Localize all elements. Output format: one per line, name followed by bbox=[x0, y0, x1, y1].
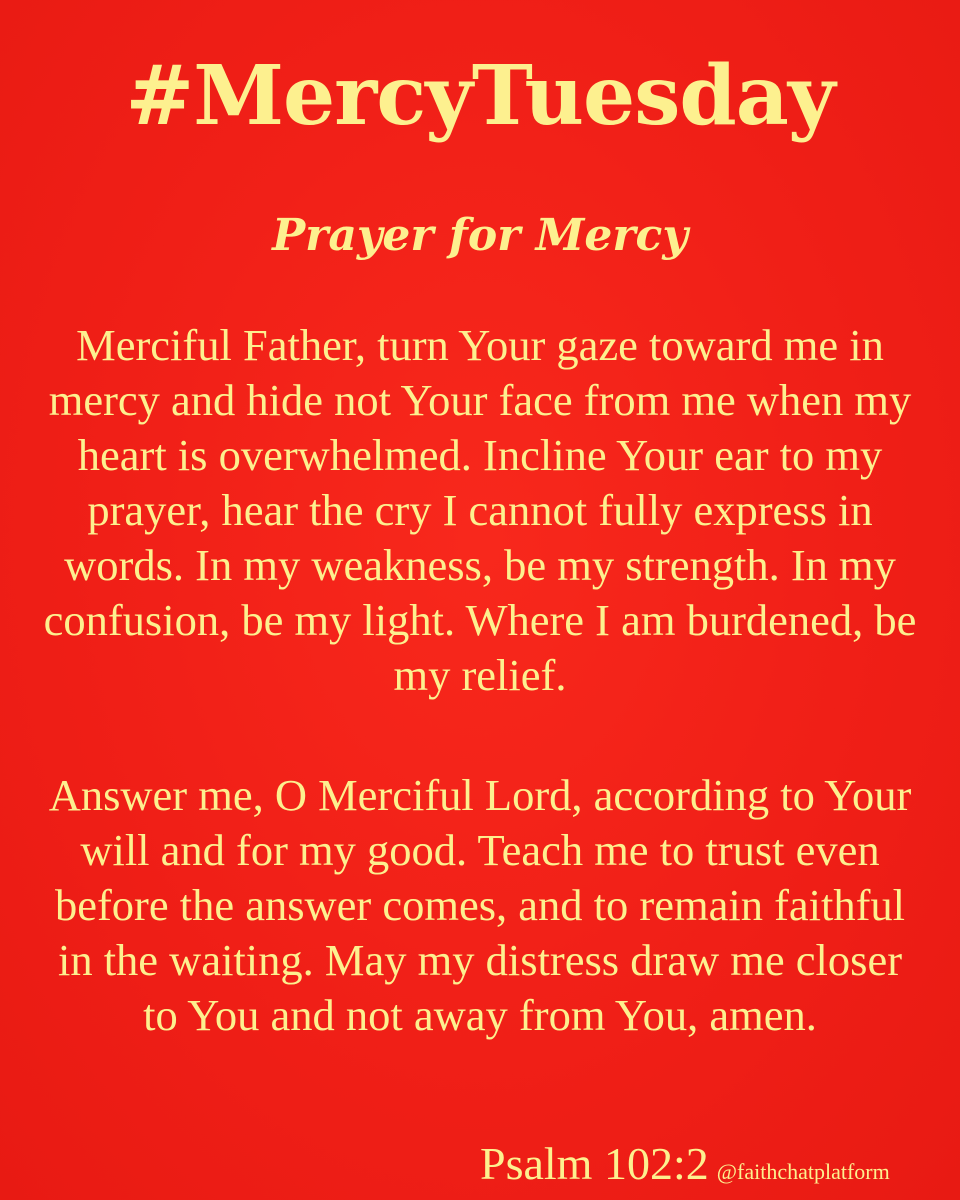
prayer-paragraph-1: Merciful Father, turn Your gaze toward me in mercy and hide not Your face from me when my heart is overwhelmed. Incline Your ear to my prayer, hear the cry I cannot fully express in words. In my weakness, be my strength. In my confusion, be my light. Where I am burdened, be my relief. bbox=[43, 320, 917, 700]
prayer-paragraph-2: Answer me, O Merciful Lord, according to Your will and for my good. Teach me to trust even before the answer comes, and to remain faithful in the waiting. May my distress draw me closer to You and not away from You, amen. bbox=[48, 770, 912, 1040]
scripture-reference: Psalm 102:2 bbox=[480, 1138, 709, 1189]
poster-hashtag-title: #MercyTuesday bbox=[125, 48, 835, 144]
social-handle: @faithchatplatform bbox=[716, 1159, 890, 1184]
poster-subtitle: Prayer for Mercy bbox=[272, 210, 688, 261]
poster-footer bbox=[480, 1134, 890, 1200]
